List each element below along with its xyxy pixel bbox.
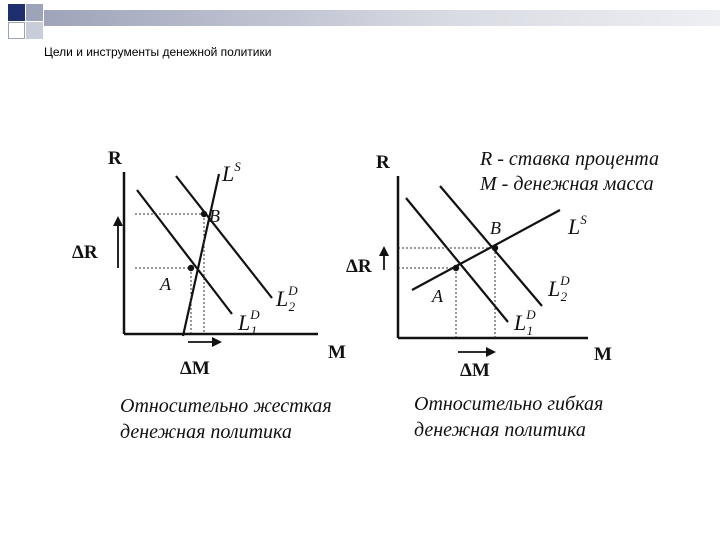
right-delta-m-label: ΔM — [460, 360, 490, 381]
legend-line1: R - ставка процента — [480, 148, 659, 170]
left-graph — [72, 148, 346, 443]
right-l2d-curve — [440, 186, 542, 306]
left-x-axis-label: M — [328, 342, 346, 363]
right-point-b — [492, 245, 498, 251]
right-l2d-label: $L^D$ 2 — [548, 273, 570, 304]
left-l2d-label: $L^D$ 2 — [276, 283, 298, 314]
left-caption-line2: денежная политика — [120, 421, 292, 443]
right-graph — [346, 148, 659, 441]
left-point-a-label: A — [160, 274, 171, 294]
right-x-axis-label: M — [594, 344, 612, 365]
right-y-axis-label: R — [376, 152, 390, 173]
right-caption-line1: Относительно гибкая — [414, 393, 604, 415]
legend-line2: M - денежная масса — [480, 173, 654, 195]
left-delta-r-label: ΔR — [72, 242, 98, 263]
left-l1d-label: $L^D$ 1 — [238, 307, 260, 338]
left-l2d-curve — [176, 176, 272, 298]
right-caption-line2: денежная политика — [414, 419, 586, 441]
left-y-axis-label: R — [108, 148, 122, 169]
right-ls-curve — [412, 210, 560, 290]
left-caption-line1: Относительно жесткая — [120, 395, 332, 417]
left-ls-curve — [183, 174, 219, 336]
right-delta-r-label: ΔR — [346, 256, 372, 277]
right-l1d-label: $L^D$ 1 — [514, 307, 536, 338]
slide-title: Цели и инструменты денежной политики — [44, 45, 272, 59]
left-delta-m-label: ΔM — [180, 358, 210, 379]
left-ls-label: $L^S$ — [222, 159, 241, 186]
right-point-a — [453, 265, 459, 271]
right-point-a-label: A — [432, 286, 443, 306]
right-point-b-label: B — [490, 218, 501, 238]
left-point-b — [201, 211, 207, 217]
right-ls-label: $L^S$ — [568, 212, 587, 239]
left-point-a — [188, 265, 194, 271]
right-l1d-curve — [406, 198, 508, 322]
left-point-b-label: B — [209, 206, 220, 226]
